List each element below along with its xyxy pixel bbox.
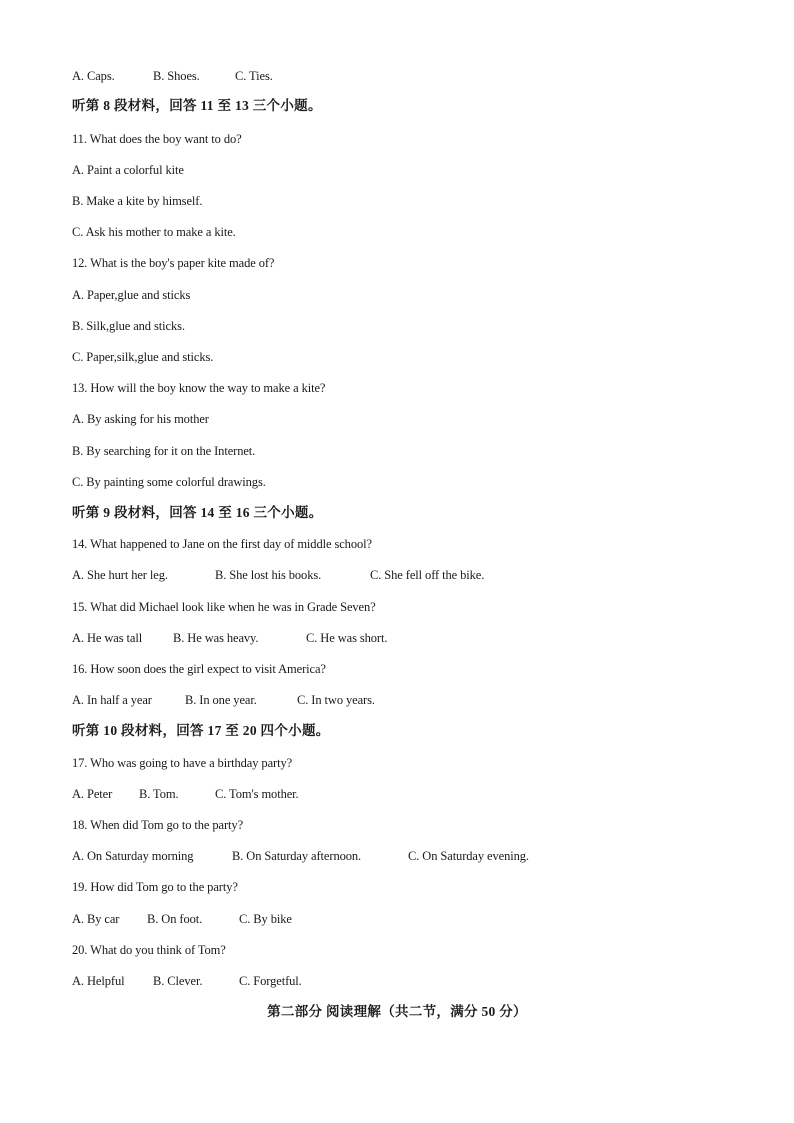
option-b: B. Tom. <box>139 787 179 801</box>
option-c: C. On Saturday evening. <box>408 849 529 863</box>
question-18: 18. When did Tom go to the party? <box>72 818 244 832</box>
option-a: A. Helpful <box>72 974 125 988</box>
option-c: C. Tom's mother. <box>215 787 299 801</box>
q20-options <box>72 973 302 989</box>
q11-option-a: A. Paint a colorful kite <box>72 163 184 177</box>
option-b: B. On foot. <box>147 912 203 926</box>
question-19: 19. How did Tom go to the party? <box>72 880 238 894</box>
option-a: A. On Saturday morning <box>72 849 194 863</box>
option-a: A. She hurt her leg. <box>72 568 168 582</box>
q12-option-c: C. Paper,silk,glue and sticks. <box>72 350 214 364</box>
q12-option-b: B. Silk,glue and sticks. <box>72 319 185 333</box>
question-17: 17. Who was going to have a birthday party? <box>72 756 293 770</box>
section-heading-9: 听第 9 段材料，回答 14 至 16 三个小题。 <box>72 505 323 520</box>
question-15: 15. What did Michael look like when he was in Grade Seven? <box>72 600 376 614</box>
option-b: B. Clever. <box>153 974 203 988</box>
option-b: B. He was heavy. <box>173 631 259 645</box>
question-13: 13. How will the boy know the way to make a kite? <box>72 381 326 395</box>
section-heading-8: 听第 8 段材料，回答 11 至 13 三个小题。 <box>72 98 322 113</box>
q17-options <box>72 786 299 802</box>
question-11: 11. What does the boy want to do? <box>72 132 242 146</box>
option-b: B. In one year. <box>185 693 257 707</box>
q13-option-b: B. By searching for it on the Internet. <box>72 444 256 458</box>
question-20: 20. What do you think of Tom? <box>72 943 226 957</box>
option-a: A. In half a year <box>72 693 152 707</box>
q16-options <box>72 692 375 708</box>
option-c: C. Ties. <box>235 69 273 83</box>
q13-option-a: A. By asking for his mother <box>72 412 209 426</box>
q18-options <box>72 848 529 864</box>
option-b: B. Shoes. <box>153 69 200 83</box>
option-b: B. She lost his books. <box>215 568 322 582</box>
option-c: C. By bike <box>239 912 292 926</box>
option-a: A. He was tall <box>72 631 143 645</box>
q19-options <box>72 911 292 927</box>
q15-options <box>72 630 387 646</box>
q11-option-c: C. Ask his mother to make a kite. <box>72 225 236 239</box>
option-c: C. In two years. <box>297 693 375 707</box>
option-a: A. Peter <box>72 787 113 801</box>
question-14: 14. What happened to Jane on the first day of middle school? <box>72 537 372 551</box>
q14-options <box>72 567 484 583</box>
part-two-title: 第二部分 阅读理解（共二节，满分 50 分） <box>267 1004 527 1019</box>
q10-options <box>72 68 273 84</box>
q11-option-b: B. Make a kite by himself. <box>72 194 203 208</box>
q13-option-c: C. By painting some colorful drawings. <box>72 475 266 489</box>
q12-option-a: A. Paper,glue and sticks <box>72 288 191 302</box>
option-c: C. Forgetful. <box>239 974 302 988</box>
option-c: C. He was short. <box>306 631 388 645</box>
question-16: 16. How soon does the girl expect to visit America? <box>72 662 326 676</box>
question-12: 12. What is the boy's paper kite made of? <box>72 256 275 270</box>
option-a: A. Caps. <box>72 69 115 83</box>
option-a: A. By car <box>72 912 120 926</box>
option-c: C. She fell off the bike. <box>370 568 485 582</box>
option-b: B. On Saturday afternoon. <box>232 849 362 863</box>
section-heading-10: 听第 10 段材料，回答 17 至 20 四个小题。 <box>72 723 330 738</box>
